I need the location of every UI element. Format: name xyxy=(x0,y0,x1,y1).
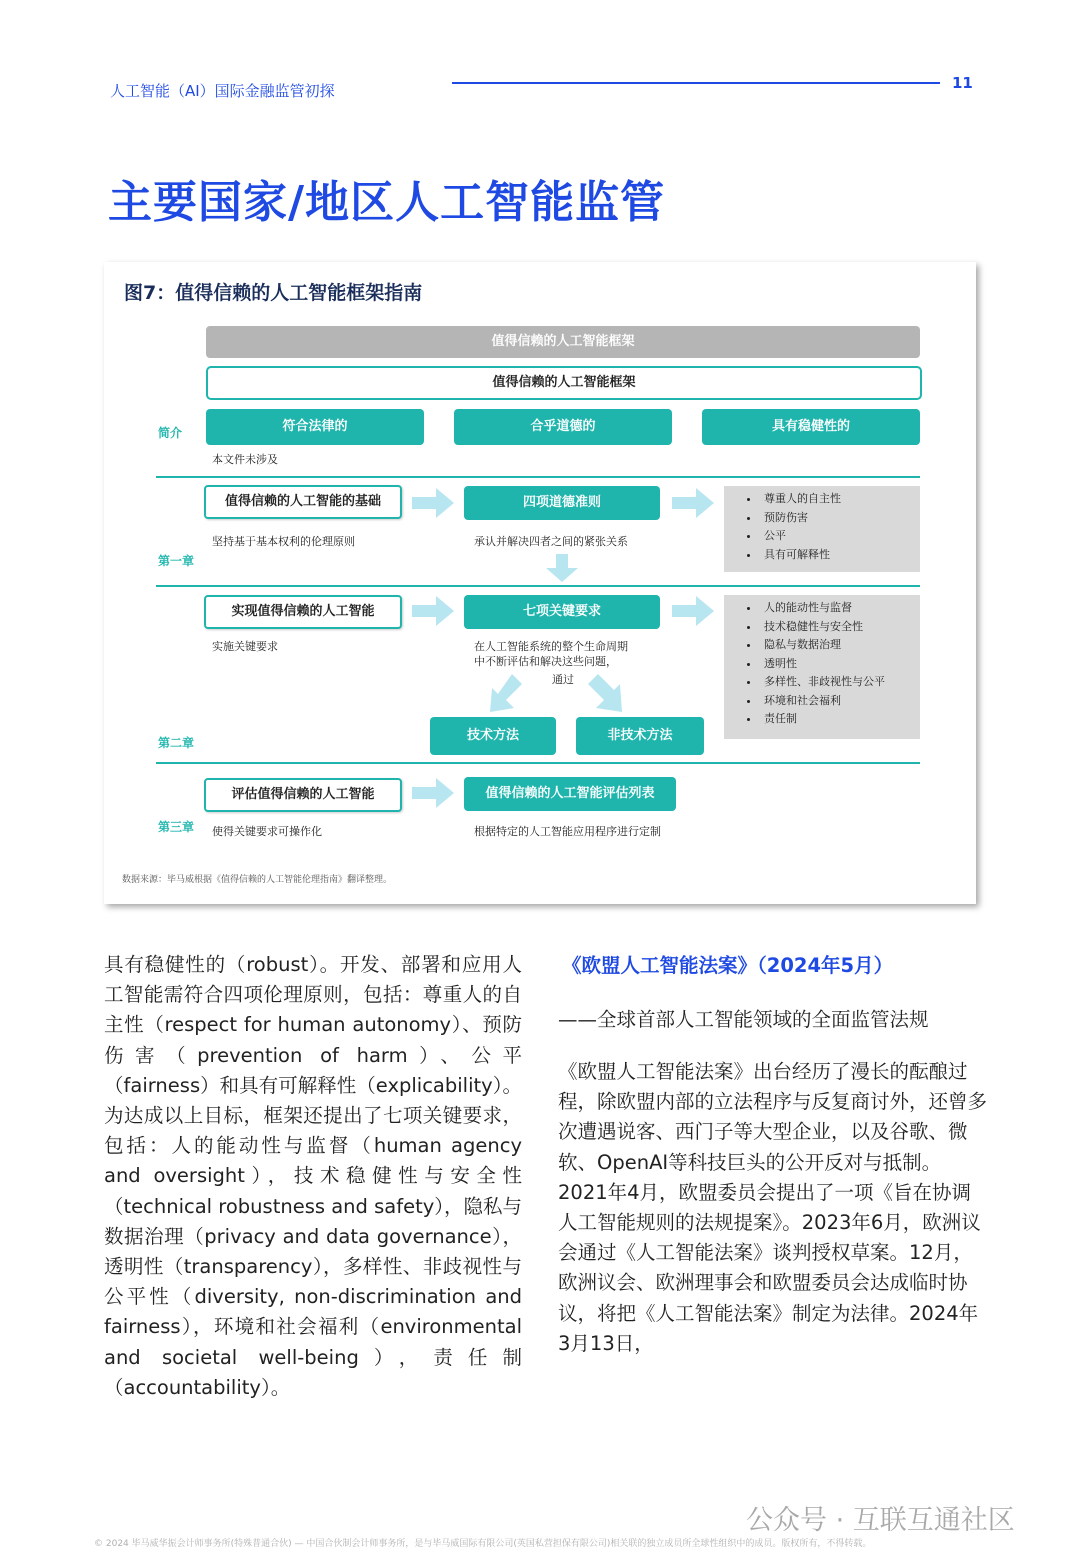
assessment-list-note: 根据特定的人工智能应用程序进行定制 xyxy=(474,825,661,838)
box-ethical: 合乎道德的 xyxy=(454,409,672,445)
arrow-down-left-icon xyxy=(486,674,526,714)
right-column-text: 《欧盟人工智能法案》出台经历了漫长的酝酿过程，除欧盟内部的立法程序与反复商讨外，还曾多次遭遇说客、西门子等大型企业，以及谷歌、微软、OpenAI等科技巨头的公开反对与抵制。2021年4月，欧盟委员会提出了一项《旨在协调人工智能规则的法规提案》。2023年6月，欧洲议会通过《人工智能法案》谈判授权草案。12月，欧洲议会、欧洲理事会和欧盟委员会达成临时协议，将把《人工智能法案》制定为法律。2024年3月13日， xyxy=(558,1060,988,1355)
box-assessment-list: 值得信赖的人工智能评估列表 xyxy=(464,777,676,811)
watermark: 公众号 · 互联互通社区 xyxy=(746,1505,1015,1536)
arrow-right-icon xyxy=(412,488,454,518)
header-rule xyxy=(452,82,940,84)
box-lawful: 符合法律的 xyxy=(206,409,424,445)
box-technical-methods: 技术方法 xyxy=(430,717,556,755)
page-title: 主要国家/地区人工智能监管 xyxy=(108,177,666,228)
arrow-right-icon xyxy=(412,778,454,808)
running-header-title: 人工智能（AI）国际金融监管初探 xyxy=(110,82,335,100)
left-column-text: 具有稳健性的（robust）。开发、部署和应用人工智能需符合四项伦理原则，包括：尊重人的自主性（respect for human autonomy）、预防伤害（prevention of harm）、公平（fairness）和具有可解释性（explicability）。为达成以上目标，框架还提出了七项关键要求，包括：人的能动性与监督（human agency and oversight），技术稳健性与安全性（technical robustness and safety），隐私与数据治理（privacy and data governance），透明性（transparency），多样性、非歧视性与公平性（diversity, non-discrimination and fairness），环境和社会福利（environmental and societal well-being），责任制（accountability）。 xyxy=(104,953,523,1399)
realise-note: 实施关键要求 xyxy=(212,640,278,653)
label-ch2: 第二章 xyxy=(158,736,195,750)
list-item: • 尊重人的自主性 xyxy=(760,490,920,509)
figure-7 xyxy=(104,262,976,904)
arrow-down-icon xyxy=(546,554,578,582)
list-item: • 公平 xyxy=(760,527,920,546)
assess-note: 使得关键要求可操作化 xyxy=(212,825,322,838)
arrow-down-right-icon xyxy=(584,674,624,714)
seven-note-line2: 中不断评估和解决这些问题， xyxy=(474,655,617,668)
label-intro: 简介 xyxy=(158,426,183,440)
box-realise: 实现值得信赖的人工智能 xyxy=(204,595,402,629)
seven-note-line3: 通过 xyxy=(552,673,574,686)
box-assess: 评估值得信赖的人工智能 xyxy=(204,778,402,812)
list-item: • 具有可解释性 xyxy=(760,546,920,565)
framework-top-bar: 值得信赖的人工智能框架 xyxy=(206,326,920,358)
box-foundation: 值得信赖的人工智能的基础 xyxy=(204,485,402,519)
divider-3 xyxy=(156,762,920,764)
list-item: • 多样性、非歧视性与公平 xyxy=(760,673,920,692)
list-item: • 人的能动性与监督 xyxy=(760,599,920,618)
arrow-right-icon xyxy=(412,596,454,626)
section-heading: 《欧盟人工智能法案》（2024年5月） xyxy=(562,954,894,977)
box-robust: 具有稳健性的 xyxy=(702,409,920,445)
arrow-right-icon xyxy=(672,596,714,626)
section-subheading: ——全球首部人工智能领域的全面监管法规 xyxy=(558,1008,929,1031)
principles-list xyxy=(724,486,920,572)
divider-1 xyxy=(156,476,920,478)
label-ch1: 第一章 xyxy=(158,554,195,568)
list-item: • 预防伤害 xyxy=(760,509,920,528)
list-item: • 责任制 xyxy=(760,710,920,729)
page-number: 11 xyxy=(952,74,973,92)
box-seven-requirements: 七项关键要求 xyxy=(464,595,660,629)
arrow-right-icon xyxy=(672,488,714,518)
four-principles-note: 承认并解决四者之间的紧张关系 xyxy=(474,535,628,548)
framework-outline-bar: 值得信赖的人工智能框架 xyxy=(206,366,922,400)
footer-copyright: © 2024 毕马威华振会计师事务所(特殊普通合伙) — 中国合伙制会计师事务所，是与毕马威国际有限公司(英国私营担保有限公司)相关联的独立成员所全球性组织中的成员。版权所有，不得转载。 xyxy=(94,1539,872,1549)
list-item: • 隐私与数据治理 xyxy=(760,636,920,655)
list-item: • 环境和社会福利 xyxy=(760,692,920,711)
figure-title: 图7：值得信赖的人工智能框架指南 xyxy=(124,282,423,304)
intro-note: 本文件未涉及 xyxy=(212,453,278,466)
box-non-technical-methods: 非技术方法 xyxy=(576,717,704,755)
seven-note-line1: 在人工智能系统的整个生命周期 xyxy=(474,640,628,653)
label-ch3: 第三章 xyxy=(158,820,195,834)
list-item: • 透明性 xyxy=(760,655,920,674)
box-four-principles: 四项道德准则 xyxy=(464,486,660,520)
foundation-note: 坚持基于基本权利的伦理原则 xyxy=(212,535,355,548)
list-item: • 技术稳健性与安全性 xyxy=(760,618,920,637)
figure-source: 数据来源：毕马威根据《值得信赖的人工智能伦理指南》翻译整理。 xyxy=(122,875,393,885)
requirements-list xyxy=(724,595,920,739)
divider-2 xyxy=(156,585,920,587)
